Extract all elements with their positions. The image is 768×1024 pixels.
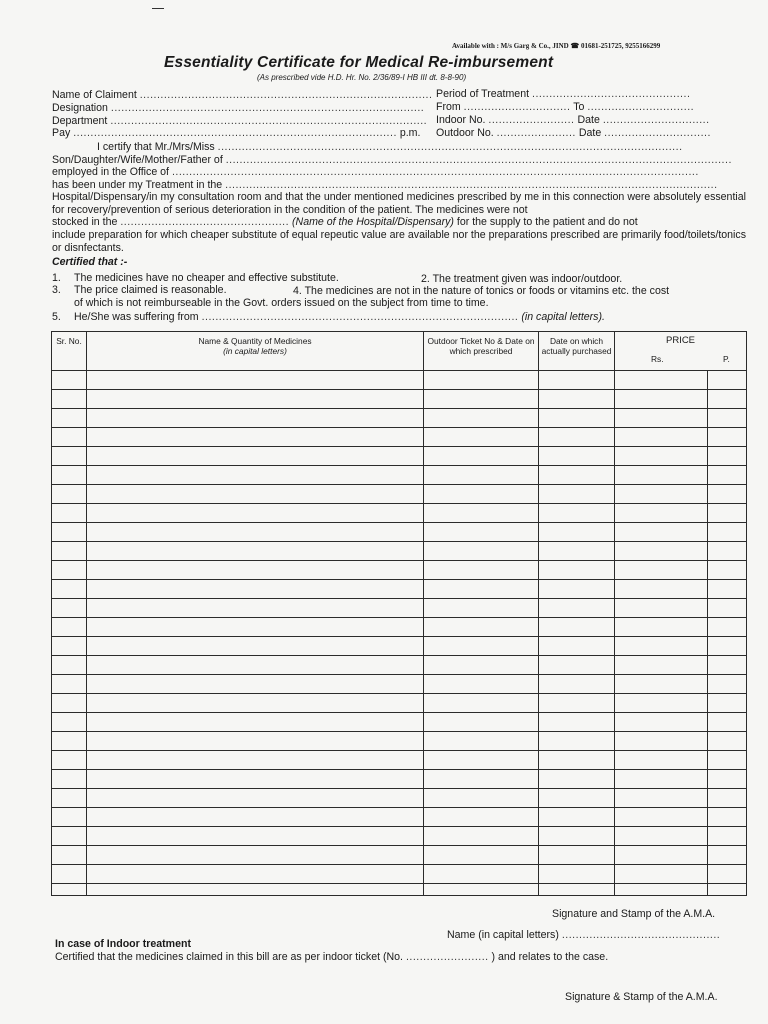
table-cell[interactable]	[539, 865, 615, 884]
table-cell[interactable]	[539, 447, 615, 466]
table-cell[interactable]	[708, 713, 747, 732]
table-cell[interactable]	[615, 694, 708, 713]
col-outdoor-ticket: Outdoor Ticket No & Date on which prescribed	[424, 332, 539, 371]
table-cell[interactable]	[708, 409, 747, 428]
pm-label: p.m.	[399, 127, 421, 139]
table-cell[interactable]	[424, 542, 539, 561]
table-cell[interactable]	[87, 561, 424, 580]
table-cell[interactable]	[615, 846, 708, 865]
table-cell[interactable]	[708, 466, 747, 485]
table-cell[interactable]	[539, 523, 615, 542]
table-cell[interactable]	[539, 561, 615, 580]
outdoor-no-field[interactable]	[436, 127, 711, 139]
relation-label: Son/Daughter/Wife/Mother/Father of	[52, 154, 223, 166]
item-5-tail: (in capital letters).	[521, 311, 605, 323]
certified-heading: Certified that :-	[52, 256, 128, 268]
table-cell[interactable]	[52, 846, 87, 865]
table-row	[52, 808, 747, 827]
table-cell[interactable]	[615, 561, 708, 580]
table-cell[interactable]	[539, 732, 615, 751]
table-cell[interactable]	[708, 390, 747, 409]
dotted-line: ...............................	[604, 127, 711, 139]
table-cell[interactable]	[87, 732, 424, 751]
table-cell[interactable]	[615, 580, 708, 599]
table-cell[interactable]	[87, 713, 424, 732]
dotted-line: .........................................................................................................................................................	[171, 166, 699, 178]
table-cell[interactable]	[615, 542, 708, 561]
table-cell[interactable]	[424, 485, 539, 504]
table-cell[interactable]	[615, 637, 708, 656]
table-row	[52, 447, 747, 466]
item-3: The price claimed is reasonable.	[74, 284, 227, 296]
dotted-line: ...............................	[587, 101, 695, 113]
col-medicine-name-hint: (in capital letters)	[223, 346, 287, 356]
table-cell[interactable]	[424, 675, 539, 694]
dotted-line: .......................	[496, 127, 576, 139]
table-row	[52, 371, 747, 390]
table-cell[interactable]	[708, 656, 747, 675]
col-rs-label: Rs.	[651, 354, 664, 364]
table-cell[interactable]	[539, 846, 615, 865]
table-cell[interactable]	[87, 675, 424, 694]
table-cell[interactable]	[539, 409, 615, 428]
table-cell[interactable]	[87, 485, 424, 504]
hospital-name-hint: (Name of the Hospital/Dispensary)	[292, 216, 454, 228]
table-cell[interactable]	[52, 466, 87, 485]
table-cell[interactable]	[52, 580, 87, 599]
table-cell[interactable]	[87, 865, 424, 884]
table-cell[interactable]	[539, 390, 615, 409]
table-cell[interactable]	[708, 599, 747, 618]
stocked-rest: for the supply to the patient and do not	[456, 216, 638, 228]
table-cell[interactable]	[52, 542, 87, 561]
table-cell[interactable]	[708, 447, 747, 466]
table-cell[interactable]	[708, 542, 747, 561]
table-cell[interactable]	[708, 428, 747, 447]
department-label: Department	[52, 115, 108, 127]
table-row	[52, 675, 747, 694]
dotted-line: .....................................................................................	[139, 89, 433, 101]
to-label: To	[573, 101, 585, 113]
dotted-line: .........................	[488, 114, 575, 126]
dotted-line: ............................................................................................	[201, 311, 519, 323]
department-field[interactable]	[52, 115, 427, 127]
table-cell[interactable]	[87, 656, 424, 675]
item-5-number: 5.	[52, 311, 61, 323]
table-cell[interactable]	[87, 770, 424, 789]
table-cell[interactable]	[708, 732, 747, 751]
table-cell[interactable]	[615, 504, 708, 523]
table-cell[interactable]	[424, 390, 539, 409]
form-subtitle: (As prescribed vide H.D. Hr. No. 2/36/89-I HB III dt. 8-8-90)	[257, 73, 467, 82]
table-cell[interactable]	[539, 884, 615, 896]
table-row	[52, 694, 747, 713]
table-cell[interactable]	[615, 523, 708, 542]
table-cell[interactable]	[424, 447, 539, 466]
table-cell[interactable]	[708, 523, 747, 542]
table-cell[interactable]	[52, 618, 87, 637]
table-cell[interactable]	[615, 656, 708, 675]
item-4-continued: of which is not reimburseable in the Govt. orders issued on the subject from time to time.	[74, 297, 489, 309]
table-row	[52, 637, 747, 656]
name-of-claiment-label: Name of Claiment	[52, 89, 137, 101]
table-cell[interactable]	[539, 504, 615, 523]
table-cell[interactable]	[615, 390, 708, 409]
table-cell[interactable]	[87, 580, 424, 599]
table-cell[interactable]	[539, 371, 615, 390]
table-row	[52, 827, 747, 846]
ama-signature-label-2: Signature & Stamp of the A.M.A.	[565, 991, 718, 1003]
table-row	[52, 428, 747, 447]
table-cell[interactable]	[424, 409, 539, 428]
dotted-line: ...................................................................................................................................................	[225, 154, 732, 166]
certification-paragraph-2: include preparation for which cheaper substitute of equal repeutic value are available nor the preparations prescribed are primarily food/toilets/tonics or disnfectants.	[52, 229, 746, 254]
item-4: 4. The medicines are not in the nature of tonics or foods or vitamins etc. the cost	[293, 285, 670, 297]
table-cell[interactable]	[539, 485, 615, 504]
table-cell[interactable]	[539, 827, 615, 846]
table-cell[interactable]	[539, 713, 615, 732]
table-cell[interactable]	[87, 846, 424, 865]
table-cell[interactable]	[52, 447, 87, 466]
indoor-no-field[interactable]	[436, 114, 710, 126]
table-cell[interactable]	[708, 751, 747, 770]
table-cell[interactable]	[424, 789, 539, 808]
table-cell[interactable]	[708, 675, 747, 694]
dotted-line: .................................................	[120, 216, 290, 228]
treatment-field[interactable]	[52, 179, 718, 191]
table-row	[52, 865, 747, 884]
col-sr-no: Sr. No.	[52, 332, 87, 371]
table-row	[52, 713, 747, 732]
designation-field[interactable]	[52, 102, 424, 114]
table-cell[interactable]	[52, 713, 87, 732]
table-cell[interactable]	[424, 466, 539, 485]
table-cell[interactable]	[424, 846, 539, 865]
table-cell[interactable]	[424, 884, 539, 896]
table-cell[interactable]	[52, 751, 87, 770]
table-cell[interactable]	[424, 428, 539, 447]
treatment-label: has been under my Treatment in the	[52, 179, 223, 191]
indoor-certify-text: Certified that the medicines claimed in this bill are as per indoor ticket (No.	[55, 951, 403, 963]
table-row	[52, 846, 747, 865]
table-row	[52, 466, 747, 485]
table-cell[interactable]	[52, 770, 87, 789]
table-cell[interactable]	[708, 884, 747, 896]
table-cell[interactable]	[87, 542, 424, 561]
table-cell[interactable]	[708, 846, 747, 865]
table-cell[interactable]	[539, 580, 615, 599]
table-cell[interactable]	[539, 675, 615, 694]
certify-field[interactable]	[97, 141, 683, 153]
table-cell[interactable]	[52, 656, 87, 675]
item-2: 2. The treatment given was indoor/outdoor.	[421, 273, 623, 285]
table-cell[interactable]	[87, 390, 424, 409]
dotted-line: .......................................................................................................................................	[217, 141, 683, 153]
table-cell[interactable]	[615, 789, 708, 808]
table-cell[interactable]	[52, 409, 87, 428]
table-row	[52, 732, 747, 751]
table-cell[interactable]	[615, 371, 708, 390]
table-row	[52, 599, 747, 618]
item-1-number: 1.	[52, 272, 61, 284]
table-cell[interactable]	[615, 447, 708, 466]
table-cell[interactable]	[708, 827, 747, 846]
table-cell[interactable]	[615, 865, 708, 884]
table-row	[52, 580, 747, 599]
table-cell[interactable]	[539, 466, 615, 485]
table-cell[interactable]	[615, 827, 708, 846]
table-cell[interactable]	[539, 656, 615, 675]
table-row	[52, 542, 747, 561]
dotted-line: ...............................	[463, 101, 571, 113]
dotted-line: ..............................................	[561, 929, 721, 941]
table-cell[interactable]	[87, 827, 424, 846]
table-cell[interactable]	[87, 504, 424, 523]
dotted-line: ..............................................................................................	[73, 127, 397, 139]
table-cell[interactable]	[87, 884, 424, 896]
item-1: The medicines have no cheaper and effective substitute.	[74, 272, 339, 284]
table-cell[interactable]	[52, 732, 87, 751]
dotted-line: ..............................................	[532, 88, 691, 100]
table-cell[interactable]	[539, 770, 615, 789]
date-label: Date	[577, 114, 600, 126]
table-row	[52, 561, 747, 580]
table-cell[interactable]	[708, 371, 747, 390]
table-cell[interactable]	[708, 808, 747, 827]
table-row	[52, 485, 747, 504]
table-cell[interactable]	[708, 504, 747, 523]
table-cell[interactable]	[52, 884, 87, 896]
from-label: From	[436, 101, 461, 113]
table-cell[interactable]	[708, 789, 747, 808]
table-cell[interactable]	[87, 751, 424, 770]
table-cell[interactable]	[539, 808, 615, 827]
table-cell[interactable]	[708, 580, 747, 599]
table-row	[52, 504, 747, 523]
outdoor-no-label: Outdoor No.	[436, 127, 494, 139]
table-cell[interactable]	[52, 523, 87, 542]
table-cell[interactable]	[87, 447, 424, 466]
table-cell[interactable]	[708, 485, 747, 504]
table-cell[interactable]	[708, 561, 747, 580]
table-cell[interactable]	[615, 884, 708, 896]
scan-mark	[152, 8, 164, 9]
col-medicine-name-label: Name & Quantity of Medicines	[198, 336, 312, 346]
table-cell[interactable]	[539, 542, 615, 561]
table-cell[interactable]	[708, 618, 747, 637]
indoor-certify-tail: ) and relates to the case.	[491, 951, 609, 963]
table-cell[interactable]	[539, 599, 615, 618]
indoor-ticket-field[interactable]	[55, 951, 608, 963]
table-cell[interactable]	[708, 770, 747, 789]
pay-field[interactable]	[52, 127, 420, 139]
table-cell[interactable]	[87, 599, 424, 618]
table-cell[interactable]	[539, 751, 615, 770]
form-title: Essentiality Certificate for Medical Re-imbursement	[164, 54, 554, 71]
table-cell[interactable]	[52, 561, 87, 580]
table-cell[interactable]	[52, 694, 87, 713]
table-cell[interactable]	[615, 428, 708, 447]
table-cell[interactable]	[424, 599, 539, 618]
dotted-line: ........................	[405, 951, 489, 963]
table-cell[interactable]	[615, 485, 708, 504]
table-cell[interactable]	[87, 371, 424, 390]
suffering-from-field[interactable]	[74, 311, 605, 323]
table-cell[interactable]	[52, 599, 87, 618]
table-cell[interactable]	[424, 371, 539, 390]
table-cell[interactable]	[615, 732, 708, 751]
period-label: Period of Treatment	[436, 88, 530, 100]
table-cell[interactable]	[424, 751, 539, 770]
table-cell[interactable]	[708, 694, 747, 713]
table-cell[interactable]	[539, 694, 615, 713]
date-label: Date	[578, 127, 602, 139]
table-cell[interactable]	[52, 390, 87, 409]
table-cell[interactable]	[87, 694, 424, 713]
table-row	[52, 770, 747, 789]
table-cell[interactable]	[615, 713, 708, 732]
medicines-table-body	[52, 371, 747, 896]
period-of-treatment-field[interactable]	[436, 88, 690, 100]
dotted-line: ...............................................................................................................................................	[225, 179, 718, 191]
certification-paragraph: Hospital/Dispensary/in my consultation room and that the under mentioned medicines prescribed by me in this connection were absolutely essential for recovery/prevention of serious deterioration in the condition of the patient. The medicines were not	[52, 191, 746, 216]
table-row	[52, 409, 747, 428]
table-cell[interactable]	[615, 618, 708, 637]
from-to-field[interactable]	[436, 101, 694, 113]
table-cell[interactable]	[52, 789, 87, 808]
table-cell[interactable]	[424, 865, 539, 884]
availability-note: Available with : M/s Garg & Co., JIND ☎ 01681-251725, 9255166299	[452, 42, 661, 50]
table-cell[interactable]	[424, 504, 539, 523]
employed-field[interactable]	[52, 166, 699, 178]
dotted-line: ...........................................................................................	[110, 102, 425, 114]
table-cell[interactable]	[52, 504, 87, 523]
table-cell[interactable]	[424, 713, 539, 732]
relation-field[interactable]	[52, 154, 732, 166]
table-row	[52, 789, 747, 808]
table-cell[interactable]	[87, 466, 424, 485]
table-cell[interactable]	[424, 770, 539, 789]
table-cell[interactable]	[615, 808, 708, 827]
pay-label: Pay	[52, 127, 71, 139]
table-cell[interactable]	[52, 637, 87, 656]
table-row	[52, 618, 747, 637]
col-p-label: P.	[723, 354, 730, 364]
table-cell[interactable]	[539, 637, 615, 656]
table-cell[interactable]	[615, 599, 708, 618]
table-cell[interactable]	[87, 808, 424, 827]
stocked-line[interactable]	[52, 216, 638, 228]
capital-name-label: Name (in capital letters)	[447, 929, 559, 941]
capital-name-field[interactable]	[447, 929, 720, 941]
table-cell[interactable]	[52, 371, 87, 390]
table-cell[interactable]	[424, 523, 539, 542]
table-cell[interactable]	[424, 827, 539, 846]
table-cell[interactable]	[424, 656, 539, 675]
table-cell[interactable]	[87, 637, 424, 656]
table-cell[interactable]	[424, 637, 539, 656]
table-cell[interactable]	[615, 770, 708, 789]
col-purchase-date: Date on which actually purchased	[539, 332, 615, 371]
ama-signature-label-1: Signature and Stamp of the A.M.A.	[552, 908, 716, 920]
table-cell[interactable]	[87, 789, 424, 808]
table-row	[52, 751, 747, 770]
table-cell[interactable]	[708, 637, 747, 656]
table-cell[interactable]	[52, 675, 87, 694]
table-cell[interactable]	[87, 409, 424, 428]
table-cell[interactable]	[539, 618, 615, 637]
table-cell[interactable]	[539, 789, 615, 808]
table-cell[interactable]	[424, 694, 539, 713]
item-3-number: 3.	[52, 284, 61, 296]
certify-label: I certify that Mr./Mrs/Miss	[97, 141, 215, 153]
employed-label: employed in the Office of	[52, 166, 169, 178]
table-cell[interactable]	[615, 409, 708, 428]
col-medicine-name	[87, 332, 424, 371]
table-cell[interactable]	[87, 428, 424, 447]
table-cell[interactable]	[52, 865, 87, 884]
col-price-label: PRICE	[665, 335, 696, 346]
stocked-label: stocked in the	[52, 216, 118, 228]
dotted-line: ............................................................................................	[110, 115, 428, 127]
table-cell[interactable]	[424, 808, 539, 827]
col-price	[615, 332, 747, 371]
table-cell[interactable]	[539, 428, 615, 447]
table-row	[52, 390, 747, 409]
table-cell[interactable]	[52, 827, 87, 846]
designation-label: Designation	[52, 102, 108, 114]
table-row	[52, 656, 747, 675]
medicines-table	[51, 331, 747, 896]
table-cell[interactable]	[708, 865, 747, 884]
table-cell[interactable]	[87, 523, 424, 542]
name-of-claiment-field[interactable]	[52, 89, 432, 101]
table-cell[interactable]	[615, 675, 708, 694]
table-cell[interactable]	[615, 751, 708, 770]
table-cell[interactable]	[615, 466, 708, 485]
table-cell[interactable]	[424, 618, 539, 637]
item-5-label: He/She was suffering from	[74, 311, 199, 323]
table-cell[interactable]	[424, 732, 539, 751]
table-cell[interactable]	[424, 561, 539, 580]
table-row	[52, 523, 747, 542]
indoor-no-label: Indoor No.	[436, 114, 486, 126]
table-cell[interactable]	[87, 618, 424, 637]
table-cell[interactable]	[52, 808, 87, 827]
table-row	[52, 884, 747, 896]
indoor-treatment-heading: In case of Indoor treatment	[55, 938, 191, 950]
dotted-line: ...............................	[602, 114, 710, 126]
table-cell[interactable]	[52, 428, 87, 447]
table-cell[interactable]	[52, 485, 87, 504]
table-cell[interactable]	[424, 580, 539, 599]
